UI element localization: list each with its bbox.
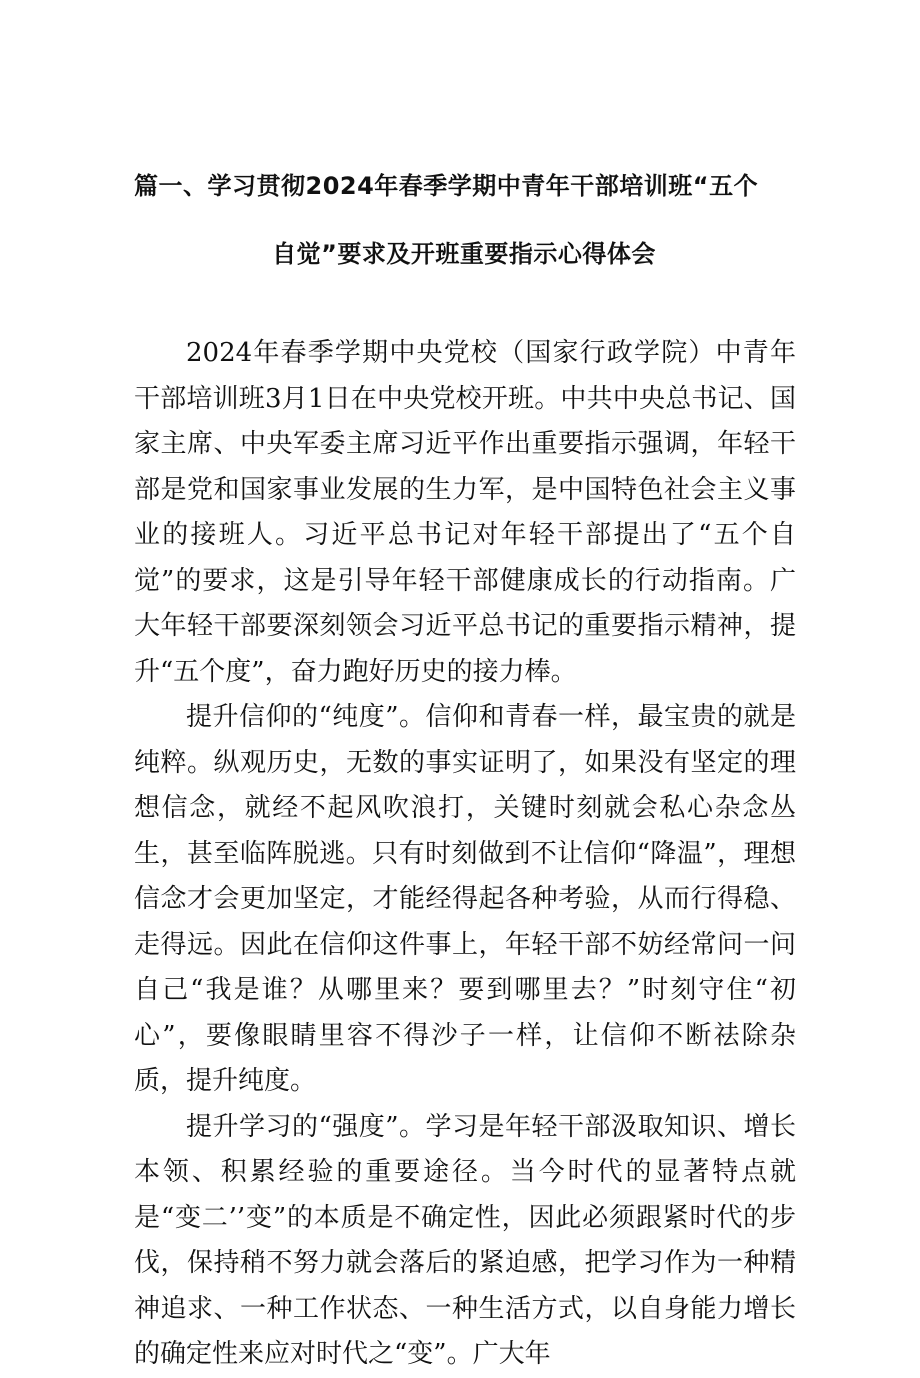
- body-paragraph: 提升信仰的“纯度”。信仰和青春一样，最宝贵的就是纯粹。纵观历史，无数的事实证明了，如果没有坚定的理想信念，就经不起风吹浪打，关键时刻就会私心杂念丛生，甚至临阵脱逃。只有时刻做到不让信仰“降温”，理想信念才会更加坚定，才能经得起各种考验，从而行得稳、走得远。因此在信仰这件事上，年轻干部不妨经常问一问自己“我是谁？从哪里来？要到哪里去？”时刻守住“初心”，要像眼睛里容不得沙子一样，让信仰不断祛除杂质，提升纯度。: [134, 702, 796, 1096]
- document-title-line-1: 篇一、学习贯彻2024年春季学期中青年干部培训班“五个: [134, 172, 759, 200]
- body-paragraph: 提升学习的“强度”。学习是年轻干部汲取知识、增长本领、积累经验的重要途径。当今时代的显著特点就是“变二’’变”的本质是不确定性，因此必须跟紧时代的步伐，保持稍不努力就会落后的紧迫感，把学习作为一种精神追求、一种工作状态、一种生活方式，以自身能力增长的确定性来应对时代之“变”。广大年: [134, 1111, 796, 1369]
- document-title-line-2: 自觉”要求及开班重要指示心得体会: [272, 240, 656, 268]
- document-body: [134, 331, 796, 1378]
- body-paragraph: 2024年春季学期中央党校（国家行政学院）中青年干部培训班3月1日在中央党校开班。中共中央总书记、国家主席、中央军委主席习近平作出重要指示强调，年轻干部是党和国家事业发展的生力军，是中国特色社会主义事业的接班人。习近平总书记对年轻干部提出了“五个自觉”的要求，这是引导年轻干部健康成长的行动指南。广大年轻干部要深刻领会习近平总书记的重要指示精神，提升“五个度”，奋力跑好历史的接力棒。: [134, 338, 796, 687]
